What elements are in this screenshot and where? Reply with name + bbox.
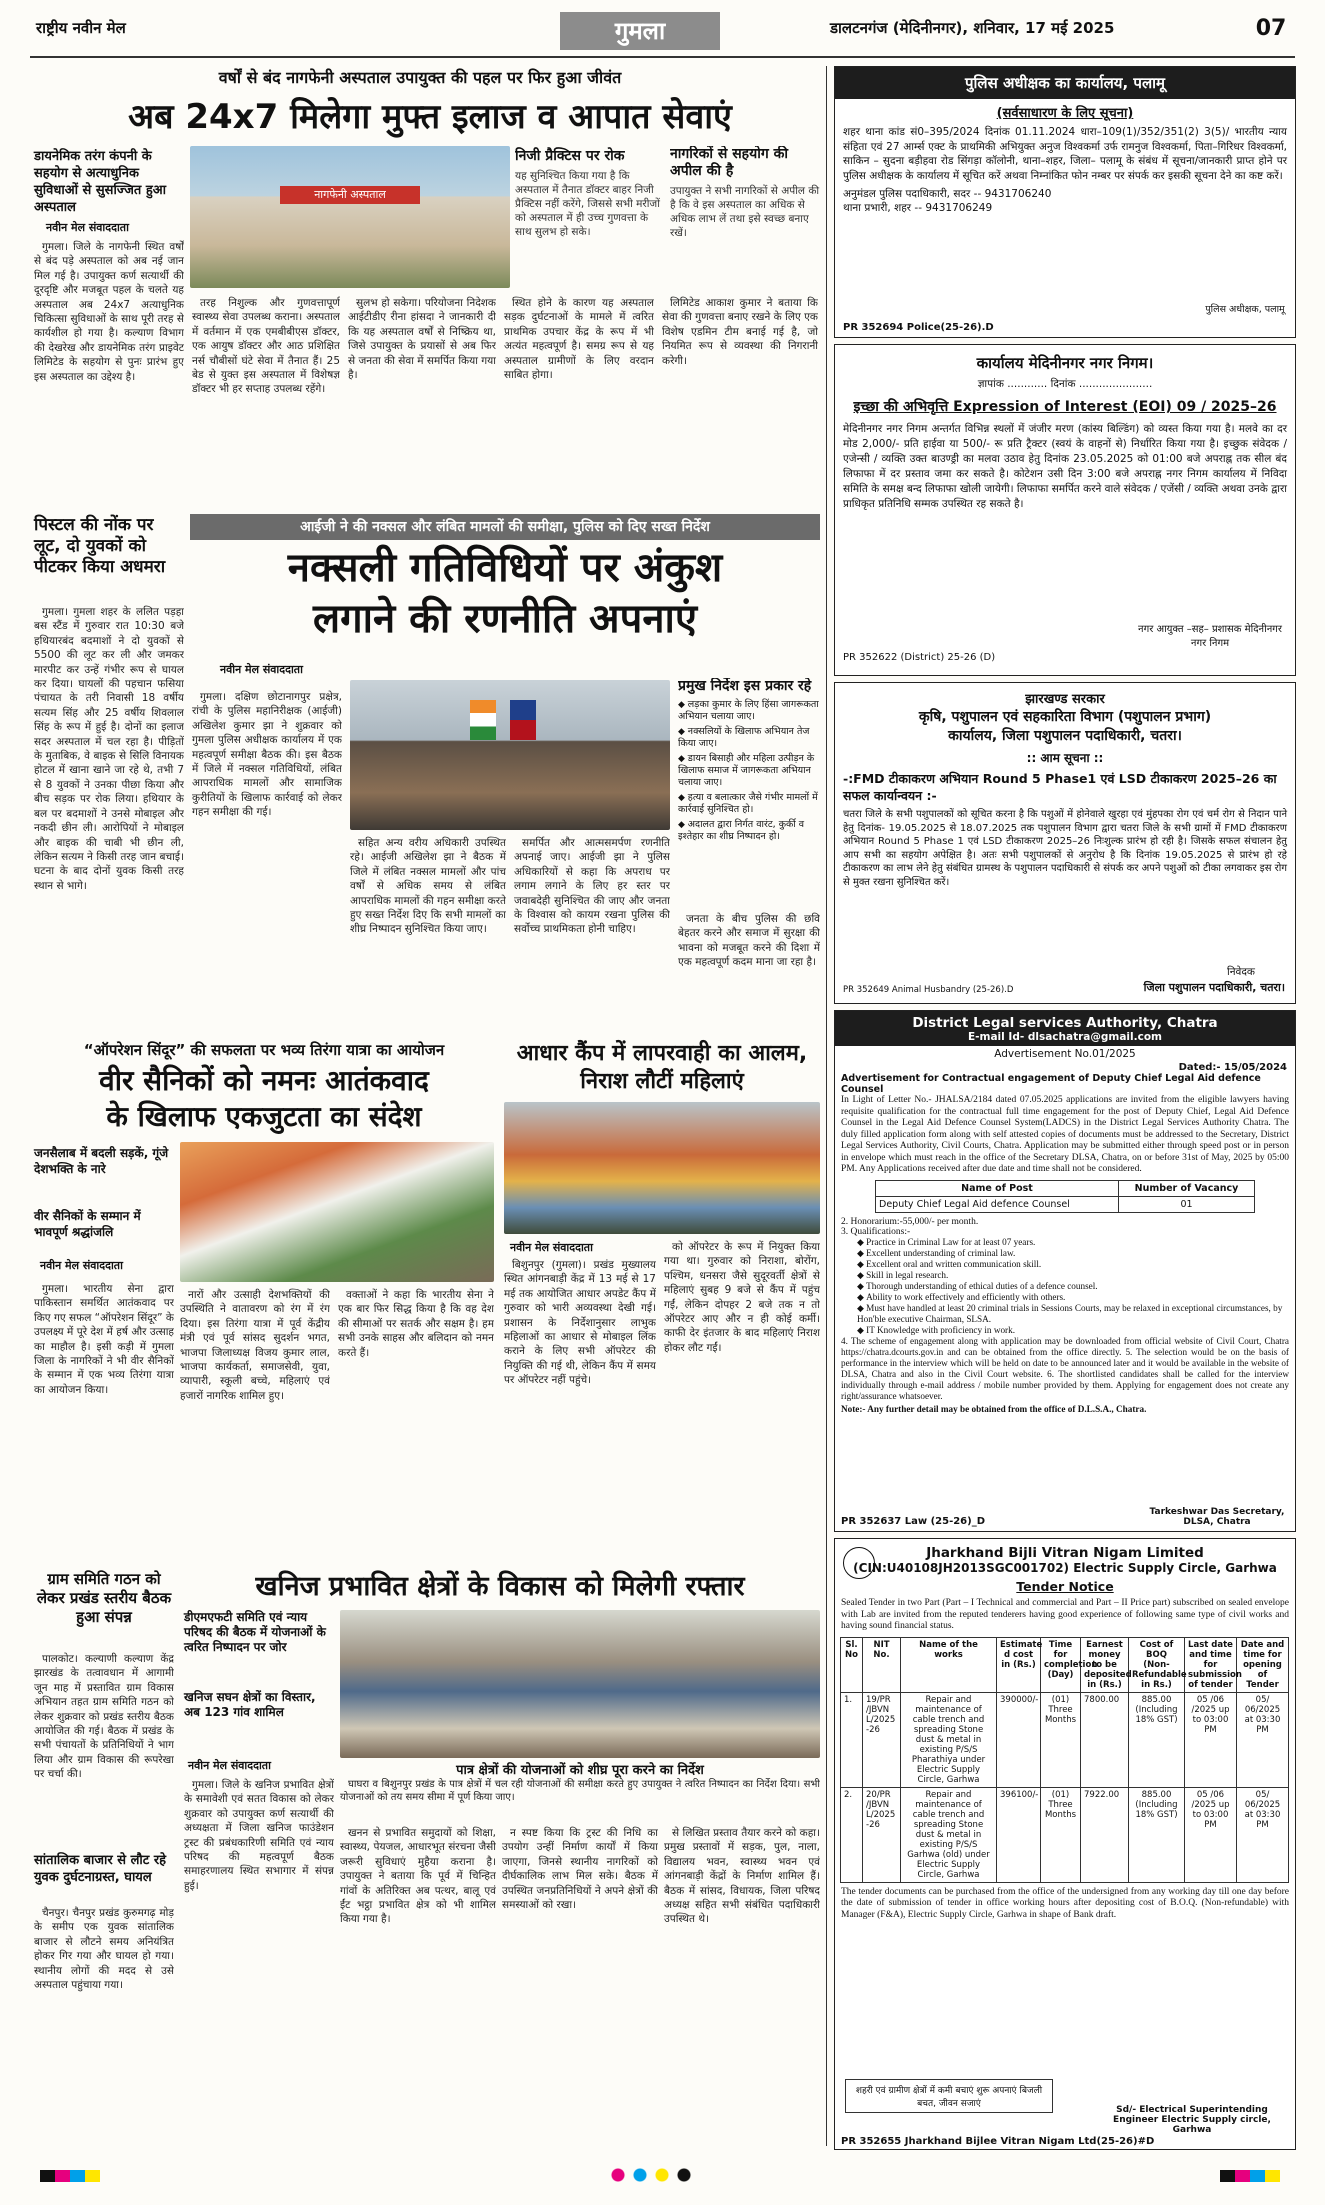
sidebox-appeal-title: नागरिकों से सहयोग की अपील की है xyxy=(670,146,788,179)
masthead xyxy=(0,0,1325,60)
story1-sidebox-appeal xyxy=(670,146,820,288)
sidebox-private-title: निजी प्रैक्टिस पर रोक xyxy=(515,148,625,164)
ad-police-contact2: थाना प्रभारी, शहर -- 9431706249 xyxy=(843,202,993,214)
story4-headline-line1: वीर सैनिकों को नमनः आतंकवाद xyxy=(99,1064,429,1097)
qualification-item: ◆ Skill in legal research. xyxy=(857,1270,1289,1281)
hospital-sign: नागफेनी अस्पताल xyxy=(280,186,420,204)
page-number: 07 xyxy=(1255,16,1287,41)
story2-body: गुमला। गुमला शहर के ललित पड़हा बस स्टैंड में गुरुवार रात 10:30 बजे हथियारबंद बदमाशों ने दो युवकों से 5500 की लूट कर ली और जमकर मारपीट कर उन्हें गंभीर रूप से घायल कर दिया। घायलों की पहचान फसिया पंचायत के तरी निवासी 18 वर्षीय सत्यम सिंह और 25 वर्षीय शिवलाल सिंह के रूप में हुई है। दोनों का इलाज सदर अस्पताल में चल रहा है। पीड़ितों के मुताबिक, वे बाइक से सिलि विनायक होटल में खाना खाने जा रहे थे, तभी 7 से 8 युवकों ने उनका पीछा किया और बीच सड़क पर रोक लिया। हथियार के बल पर बदमाशों ने उनसे मोबाइल और नकदी छीन ली। आरोपियों ने मोबाइल और बाइक की चाबी भी छीन ली, लेकिन सत्यम ने किसी तरह जान बचाई। घटना के बाद दोनों युवक किसी तरह स्थान से भागे। xyxy=(34,606,184,892)
ad-nagar-title: कार्यालय मेदिनीनगर नगर निगम। xyxy=(976,354,1154,372)
ad-bijli-notice: Tender Notice xyxy=(1016,1579,1114,1594)
bijli-cell: 7922.00 xyxy=(1081,1787,1129,1882)
story7-byline: नवीन मेल संवाददाता xyxy=(188,1759,271,1772)
ad-nagar-signature: नगर आयुक्त –सह– प्रशासक मेदिनीनगर नगर निगम xyxy=(1138,624,1282,649)
bijli-cell: 885.00 (Including 18% GST) xyxy=(1129,1692,1185,1787)
bijli-cell: 05/ 06/2025 at 03:30 PM xyxy=(1237,1787,1289,1882)
story1-kicker: वर्षों से बंद नागफेनी अस्पताल उपायुक्त की पहल पर फिर हुआ जीवंत xyxy=(218,68,622,87)
story3-body-col3: समर्पित और आत्मसमर्पण रणनीति अपनाई जाए। आईजी झा ने पुलिस अधिकारियों से कहा कि अपराध पर लगाम लगाने के लिए हर स्तर पर जवाबदेही सुनिश्चित की जाए और जनता के विश्वास को कायम रखना पुलिस की सर्वोच्च प्राथमिकता होनी चाहिए। xyxy=(514,837,670,936)
ad-nagar-heading: इच्छा की अभिवृत्ति Expression of Interest (EOI) 09 / 2025–26 xyxy=(853,399,1277,415)
ad-nagar-pr: PR 352622 (District) 25-26 (D) xyxy=(843,652,996,663)
ad-legal-title: District Legal services Authority, Chatra xyxy=(835,1011,1295,1031)
bijli-cell: 7800.00 xyxy=(1081,1692,1129,1787)
qualification-item: ◆ Thorough understanding of ethical duties of a defence counsel. xyxy=(857,1281,1289,1292)
story4-byline: नवीन मेल संवाददाता xyxy=(40,1259,123,1272)
ad-legal-pr: PR 352637 Law (25-26)_D xyxy=(841,1516,986,1527)
ad-bijli-title: Jharkhand Bijli Vitran Nigam Limited xyxy=(926,1545,1204,1561)
story3-directives-box xyxy=(678,678,820,908)
masthead-section-tab: गुमला xyxy=(560,12,720,50)
ad-pashu-heading: -:FMD टीकाकरण अभियान Round 5 Phase1 एवं LSD टीकाकरण 2025–26 का सफल कार्यान्वयन :- xyxy=(843,771,1277,803)
ad-legal-heading: Advertisement for Contractual engagement of Deputy Chief Legal Aid defence Counsel xyxy=(841,1073,1261,1095)
qualification-item: ◆ Excellent oral and written communication skill. xyxy=(857,1259,1289,1270)
bijli-table-header: Last date and time for submission of tender xyxy=(1185,1637,1237,1692)
ad-pashu-sign1: निवेदक xyxy=(1226,966,1255,978)
story1-headline: अब 24x7 मिलेगा मुफ्त इलाज व आपात सेवाएं xyxy=(128,97,732,137)
bijli-table-header: Estimate d cost in (Rs.) xyxy=(997,1637,1041,1692)
ad-pashu-pr: PR 352649 Animal Husbandry (25-26).D xyxy=(843,985,1014,995)
ad-legal-signature: Tarkeshwar Das Secretary, DLSA, Chatra xyxy=(1149,1507,1285,1527)
qualification-item: ◆ Practice in Criminal Law for at least 07 years. xyxy=(857,1237,1289,1248)
story3-headline-line2: लगाने की रणनीति अपनाएं xyxy=(312,596,698,642)
story4-body-col3: वक्ताओं ने कहा कि भारतीय सेना ने एक बार फिर सिद्ध किया है कि वह देश की सीमाओं पर सतर्क और सक्षम है। हम सभी उनके साहस और बलिदान को नमन करते हैं। xyxy=(338,1289,494,1359)
story3-body-col4: जनता के बीच पुलिस की छवि बेहतर करने और समाज में सुरक्षा की भावना को मजबूत करने की दिशा में एक महत्वपूर्ण कदम माना जा रहा है। xyxy=(678,913,820,969)
story3-kicker: आईजी ने की नक्सल और लंबित मामलों की समीक्षा, पुलिस को दिए सख्त निर्देश xyxy=(190,514,820,540)
ad-legal-qual-title: 3. Qualifications:- xyxy=(841,1226,911,1237)
bijli-table-header: Cost of BOQ (Non-Refundable in Rs.) xyxy=(1129,1637,1185,1692)
flag-decor xyxy=(470,700,496,740)
story5-headline: आधार कैंप में लापरवाही का आलम, निराश लौटीं महिलाएं xyxy=(516,1041,808,1094)
qualification-item: ◆ IT Knowledge with proficiency in work. xyxy=(857,1325,1289,1336)
story4-kicker: “ऑपरेशन सिंदूर” की सफलता पर भव्य तिरंगा यात्रा का आयोजन xyxy=(83,1041,445,1059)
ad-legal-points: 4. The scheme of engagement along with application may be downloaded from official website of Civil Court, Chatra https://chatra.dcourts.gov.in and can be obtained from the office directly. 5. The selection would be on the basis of performance in the interview which will be held on date to be announced later and it would be available in the website of DLSA, Chatra and also in the Civil Court website. 6. The shortlisted candidates shall be called for the interview individually through e-mail address / mobile number provided by them. Applying for engagement does not create any right/assurance whatsoever. xyxy=(841,1335,1289,1401)
bijli-table-header: NIT No. xyxy=(863,1637,901,1692)
ad-police-contact1: अनुमंडल पुलिस पदाधिकारी, सदर -- 9431706240 xyxy=(843,188,1052,200)
story3-body-col2: सहित अन्य वरीय अधिकारी उपस्थित रहे। आईजी अखिलेश झा ने बैठक में जिले में लंबित नक्सल मामलों और पांच वर्षों से अधिक समय से लंबित आपराधिक मामलों की गहन समीक्षा करते हुए सख्त निर्देश दिए कि सभी मामलों का शीघ्र निष्पादन सुनिश्चित किया जाए। xyxy=(350,837,506,936)
legal-table-header: Number of Vacancy xyxy=(1119,1180,1255,1196)
story7-meeting-photo xyxy=(340,1610,820,1758)
story1-body-col2: तरह निशुल्क और गुणवत्तापूर्ण स्वास्थ्य सेवा उपलब्ध कराना। अस्पताल में वर्तमान में एक एमबीबीएस डॉक्टर, एक आयुष डॉक्टर और आठ प्रशिक्षित नर्स चौबीसों घंटे सेवा में तैनात हैं। 25 बेड से युक्त इस अस्पताल में विशेषज्ञ डॉक्टर भी हर सप्ताह उपलब्ध रहेंगे। xyxy=(192,297,340,396)
column-divider xyxy=(826,66,827,2146)
ad-police-body: शहर थाना कांड सं0–395/2024 दिनांक 01.11.2024 धारा–109(1)/352/351(2) 3(5)/ भारतीय न्याय संहिता एवं 27 आर्म्स एक्ट के प्राथमिकी अभियुक्त अनुज विश्वकर्मा उर्फ रामनुज विश्वकर्मा, पिता–गिरिधर विश्वकर्मा, साकिन – सुदना बड़ीहवा रोड सिंगड़ा कॉलोनी, थाना–शहर, जिला– पलामू के संबंध में सूचना/जानकारी प्राप्त होने पर पुलिस अधीक्षक के कार्यालय में सूचित करें अथवा निम्नांकित फोन नम्बर पर संपर्क कर इसकी सूचना देने का कष्ट करें। xyxy=(843,126,1287,182)
ad-bijli-logo xyxy=(843,1547,875,1579)
bijli-table-header: Sl. No xyxy=(841,1637,863,1692)
story1-sidebox-private xyxy=(515,146,665,288)
sidebox-appeal-text: उपायुक्त ने सभी नागरिकों से अपील की है कि वे इस अस्पताल का अधिक से अधिक लाभ लें तथा इसे स्वच्छ बनाए रखें। xyxy=(670,185,820,239)
masthead-dateline: डालटनगंज (मेदिनीनगर), शनिवार, 17 मई 2025 xyxy=(830,19,1115,37)
story6-body: पालकोट। कल्याणी कल्याण केंद्र झारखंड के तत्वावधान में आगामी जून माह में प्रस्तावित ग्राम विकास अभियान तहत ग्राम समिति गठन को लेकर शुक्रवार को प्रखंड स्तरीय बैठक आयोजित की गई। बैठक में प्रखंड के सभी पंचायतों के प्रतिनिधियों ने भाग लिया और ग्राम विकास की रूपरेखा पर चर्चा की। xyxy=(34,1653,174,1781)
qualification-item: ◆ Excellent understanding of criminal law. xyxy=(857,1248,1289,1259)
directive-item: ◆ डायन बिसाही और महिला उत्पीड़न के खिलाफ समाज में जागरूकता अभियान चलाया जाए। xyxy=(678,753,820,789)
story3-headline-line1: नक्सली गतिविधियों पर अंकुश xyxy=(287,545,723,591)
story7-body-col2: खनन से प्रभावित समुदायों को शिक्षा, स्वास्थ्य, पेयजल, आधारभूत संरचना जैसी जरूरी सुविधाएं मुहैया कराना है। उपायुक्त ने बताया कि पूर्व में चिन्हित गांवों के अतिरिक्त अब पत्थर, बालू एवं ईंट भट्ठा प्रभावित क्षेत्र को भी शामिल किया गया है। xyxy=(340,1827,496,1926)
story4-rally-photo xyxy=(180,1142,494,1282)
story4-body-col2: नारों और उत्साही देशभक्तियों की उपस्थिति ने वातावरण को रंग में रंग दिया। इस तिरंगा यात्रा में पूर्व केंद्रीय मंत्री एवं पूर्व सांसद सुदर्शन भगत, भाजपा जिलाध्यक्ष विजय कुमार लाल, भाजपा कार्यकर्ता, समाजसेवी, युवा, व्यापारी, स्कूली बच्चे, महिलाएं एवं हजारों नागरिक शामिल हुए। xyxy=(180,1289,330,1402)
story1-body-col3: सुलभ हो सकेगा। परियोजना निदेशक आईटीडीए रीना हांसदा ने जानकारी दी कि यह अस्पताल वर्षों से निष्क्रिय था, जिसे उपायुक्त के प्रयासों से अब फिर से जनता की सेवा में समर्पित किया गया है। xyxy=(348,297,496,382)
bijli-table-header: Date and time for opening of Tender xyxy=(1237,1637,1289,1692)
bijli-table-header: Earnest money to be deposited in (Rs.) xyxy=(1081,1637,1129,1692)
ad-legal-advno: Advertisement No.01/2025 xyxy=(994,1048,1136,1060)
bijli-cell: (01) Three Months xyxy=(1041,1692,1081,1787)
ad-pashu-dept: कृषि, पशुपालन एवं सहकारिता विभाग (पशुपालन प्रभाग) xyxy=(918,709,1212,725)
masthead-logo: राष्ट्रीय नवीन मेल xyxy=(36,19,126,37)
story7-caption: पात्र क्षेत्रों की योजनाओं को शीघ्र पूरा करने का निर्देश xyxy=(456,1763,704,1778)
bijli-cell: 20/PR /JBVN L/2025 -26 xyxy=(863,1787,901,1882)
directive-item: ◆ अदालत द्वारा निर्गत वारंट, कुर्की व इश्तेहार का शीघ्र निष्पादन हो। xyxy=(678,819,820,843)
directive-item: ◆ हत्या व बलात्कार जैसे गंभीर मामलों में कार्रवाई सुनिश्चित हो। xyxy=(678,792,820,816)
story1-subhead: डायनेमिक तरंग कंपनी के सहयोग से अत्याधुनिक सुविधाओं से सुसज्जित हुआ अस्पताल xyxy=(34,149,167,215)
directives-title: प्रमुख निर्देश इस प्रकार रहे xyxy=(678,678,812,694)
bijli-cell: 1. xyxy=(841,1692,863,1787)
story5-byline: नवीन मेल संवाददाता xyxy=(510,1241,593,1254)
story7-body-col4-text: से लिखित प्रस्ताव तैयार करने को कहा। प्रमुख प्रस्तावों में सड़क, पुल, नाला, विद्यालय भवन, स्वास्थ्य भवन एवं आंगनबाड़ी केंद्रों के निर्माण शामिल हैं। बैठक में सांसद, विधायक, जिला परिषद अध्यक्ष सहित सभी संबंधित पदाधिकारी उपस्थित थे। xyxy=(664,1827,820,1926)
story1-body-col1: गुमला। जिले के नागफेनी स्थित वर्षों से बंद पड़े अस्पताल को अब नई जान मिल गई है। उपायुक्त कर्ण सत्यार्थी की दूरदृष्टि और मजबूत पहल के चलते यह अस्पताल अब 24x7 अत्याधुनिक चिकित्सा सुविधाओं के साथ पूरी तरह से कार्यशील हो गया है। कल्याण विभाग की देखरेख और डायनेमिक तरंग प्राइवेट लिमिटेड के सहयोग से पुनः प्रारंभ हुए इस अस्पताल का उद्देश्य है। xyxy=(34,241,184,383)
story3-byline: नवीन मेल संवाददाता xyxy=(220,663,303,676)
ad-bijli-pr: PR 352655 Jharkhand Bijlee Vitran Nigam Ltd(25-26)#D xyxy=(841,2136,1155,2147)
ad-pashupalan xyxy=(834,682,1296,1004)
qualification-item: ◆ Must have handled at least 20 criminal trials in Sessions Courts, may be relaxed in exceptional circumstances, by Hon'ble executive Chairman, SLSA. xyxy=(857,1303,1289,1325)
table-row xyxy=(841,1787,1289,1882)
qualification-item: ◆ Ability to work effectively and efficiently with others. xyxy=(857,1292,1289,1303)
directive-item: ◆ नक्सलियों के खिलाफ अभियान तेज किया जाए। xyxy=(678,726,820,750)
ad-police-pr: PR 352694 Police(25-26).D xyxy=(843,322,994,333)
story1-byline: नवीन मेल संवाददाता xyxy=(46,221,129,234)
ad-legal-dated: Dated:- 15/05/2024 xyxy=(1178,1062,1287,1073)
bijli-cell: 885.00 (Including 18% GST) xyxy=(1129,1787,1185,1882)
flag-decor xyxy=(510,700,536,740)
ad-bijli-cin: (CIN:U40108JH2013SGC001702) Electric Supply Circle, Garhwa xyxy=(853,1561,1277,1575)
ad-police-title: पुलिस अधीक्षक का कार्यालय, पलामू xyxy=(835,67,1295,99)
bijli-cell: (01) Three Months xyxy=(1041,1787,1081,1882)
masthead-rule xyxy=(30,56,1295,58)
story1-body-col4: स्थित होने के कारण यह अस्पताल सड़क दुर्घटनाओं के मामले में त्वरित प्राथमिक उपचार केंद्र के रूप में भी अत्यंत महत्वपूर्ण है। समग्र रूप से यह अस्पताल ग्रामीणों के लिए वरदान साबित होगा। xyxy=(504,297,654,382)
bijli-cell: 05/ 06/2025 at 03:30 PM xyxy=(1237,1692,1289,1787)
ad-police xyxy=(834,66,1296,338)
story4-bullet1: जनसैलाब में बदली सड़कें, गूंजे देशभक्ति के नारे xyxy=(34,1146,169,1176)
story6-headline: ग्राम समिति गठन को लेकर प्रखंड स्तरीय बैठक हुआ संपन्न xyxy=(36,1570,172,1626)
bijli-table-header: Time for completion (Day) xyxy=(1041,1637,1081,1692)
ad-legal xyxy=(834,1010,1296,1532)
ad-legal-note: Note:- Any further detail may be obtained from the office of D.L.S.A., Chatra. xyxy=(841,1403,1147,1414)
story6-body2: चैनपुर। चैनपुर प्रखंड कुरुमगढ़ मोड़ के समीप एक युवक सांतालिक बाजार से लौटने समय अनियंत्रित होकर गिर गया और घायल हो गया। स्थानीय लोगों की मदद से उसे अस्पताल पहुंचाया गया। xyxy=(34,1907,174,1992)
story7-body-col3: न स्पष्ट किया कि ट्रस्ट की निधि का उपयोग उन्हीं निर्माण कार्यों में किया जाएगा, जिनसे स्थानीय नागरिकों को दीर्घकालिक लाभ मिल सके। बैठक में उपस्थित जनप्रतिनिधियों ने अपने क्षेत्रों की समस्याओं को रखा। xyxy=(502,1827,658,1912)
story4-headline-line2: के खिलाफ एकजुटता का संदेश xyxy=(106,1100,422,1133)
ad-bijli-signature: Sd/- Electrical Superintending Engineer Electric Supply circle, Garhwa xyxy=(1113,2105,1271,2135)
ad-pashu-notice: :: आम सूचना :: xyxy=(1026,751,1104,765)
bijli-cell: 05 /06 /2025 up to 03:00 PM xyxy=(1185,1787,1237,1882)
table-row xyxy=(841,1692,1289,1787)
ad-pashu-govt: झारखण्ड सरकार xyxy=(1025,692,1105,707)
legal-table-cell: 01 xyxy=(1119,1196,1255,1212)
bijli-cell: 19/PR /JBVN L/2025 -26 xyxy=(863,1692,901,1787)
legal-table-cell: Deputy Chief Legal Aid defence Counsel xyxy=(876,1196,1119,1212)
ad-bijli-footer: The tender documents can be purchased from the office of the undersigned from any working day till one day before the date of submission of tender in office working hours after depositing cost of B.O.Q. (Non-refundable) with Manager (F&A), Electric Supply Circle, Garhwa in shape of Bank draft. xyxy=(841,1886,1289,1920)
ad-bijli xyxy=(834,1538,1296,2150)
bijli-cell: Repair and maintenance of cable trench and spreading Stone dust & metal in existing P/S/S Pharathiya under Electric Supply Circle, Garhwa xyxy=(901,1692,997,1787)
ad-legal-qual-list xyxy=(835,1237,1295,1336)
ad-legal-body: In Light of Letter No.- JHALSA/2184 dated 07.05.2025 applications are invited from the eligible lawyers having requisite qualification for the contractual full time engagement for the post of Deputy Chief, Legal Aid Defence Counsel in the Legal Aid Defence Counsel System(LADCS) in the District Legal Services Authority Chatra. The duly filled application form along with self attested copies of documents must be addressed to the Secretary, District Legal Services Authority, Civil Courts, Chatra. Application may be submitted either through speed post or in person in envelope which must reach in the office of the Secretary DLSA, Chatra, on or before 31st of May, 2025 by 05:00 PM. Any Applications received after due date and time shall not be considered. xyxy=(841,1095,1289,1174)
directive-item: ◆ लड़का कुमार के लिए हिंसा जागरूकता अभियान चलाया जाए। xyxy=(678,699,820,723)
story7-bullet1: डीएमएफटी समिति एवं न्याय परिषद की बैठक में योजनाओं के त्वरित निष्पादन पर जोर xyxy=(184,1610,326,1654)
ad-nagar-body: मेदिनीनगर नगर निगम अन्तर्गत विभिन्न स्थलों में जंजीर मरण (कांस्य बिल्डिंग) को व्यस्त किया गया है। मलवे का दर मोड 2,000/- प्रति हाईवा या 500/- रू प्रति ट्रैक्टर (स्वयं के वाहनों से) निर्धारित किया गया है। इच्छुक संवेदक / एजेन्सी / व्यक्ति उक्त बाउण्ड्री का मलवा उठाव हेतु दिनांक 23.05.2025 को 01:00 बजे अपराह्न तक सील बंद लिफाफा में दर प्रस्ताव जमा कर सकते है। कोटेशन उसी दिन 3:00 बजे अपराह्न नगर निगम कार्यालय में निविदा समिति के समक्ष बन्द लिफाफा खोली जायेगी। लिफाफा समर्पित करने वाले संवेदक / एजेंसी / व्यक्ति अथवा उनके द्वारा प्राधिकृत प्रतिनिधि सम्मक उपस्थित रह सकते है। xyxy=(843,423,1287,510)
ad-pashu-sign2: जिला पशुपालन पदाधिकारी, चतरा। xyxy=(1143,981,1285,994)
ad-nagar-ref: ज्ञापांक ............ दिनांक ...................... xyxy=(977,378,1153,390)
registration-marks xyxy=(610,2168,700,2182)
registration-marks xyxy=(1220,2170,1280,2182)
story4-body-col1: गुमला। भारतीय सेना द्वारा पाकिस्तान समर्थित आतंकवाद पर किए गए सफल “ऑपरेशन सिंदूर” के उपलक्ष्य में पूरे देश में हर्ष और उत्साह का माहौल है। इसी कड़ी में गुमला जिला के नागरिकों ने भी वीर सैनिकों के सम्मान में एक भव्य तिरंगा यात्रा का आयोजन किया। xyxy=(34,1283,174,1396)
ad-pashu-office: कार्यालय, जिला पशुपालन पदाधिकारी, चतरा। xyxy=(948,728,1182,744)
story1-body-col5: लिमिटेड आकाश कुमार ने बताया कि सेवा की गुणवत्ता बनाए रखने के लिए एक विशेष एडमिन टीम बनाई गई है, जो नियमित रूप से व्यवस्था की निगरानी करेगी। xyxy=(662,297,818,367)
bijli-cell: 2. xyxy=(841,1787,863,1882)
ad-bijli-intro: Sealed Tender in two Part (Part – I Technical and commercial and Part – II Price part) subscribed on sealed envelope with Lab are invited from the reputed tenderers having good experience of following same type of civil works and having sound financial status. xyxy=(841,1598,1289,1631)
ad-legal-honorarium: 2. Honorarium:-55,000/- per month. xyxy=(841,1216,979,1227)
story5-aadhar-photo xyxy=(504,1102,820,1234)
story1-hospital-photo xyxy=(190,146,510,288)
story6-headline2: सांतालिक बाजार से लौट रहे युवक दुर्घटनाग्रस्त, घायल xyxy=(34,1853,167,1885)
bijli-cell: Repair and maintenance of cable trench and spreading Stone dust & metal in existing P/S/S Garhwa (old) under Electric Supply Circle, Garhwa xyxy=(901,1787,997,1882)
bijli-cell: 05 /06 /2025 up to 03:00 PM xyxy=(1185,1692,1237,1787)
bijli-cell: 390000/- xyxy=(997,1692,1041,1787)
story5-body-col1: बिशुनपुर (गुमला)। प्रखंड मुख्यालय स्थित आंगनबाड़ी केंद्र में 13 मई से 17 मई तक आयोजित आधार अपडेट कैंप में गुरुवार को भारी अव्यवस्था देखी गई। प्रशासन के निर्देशानुसार लाभुक महिलाओं का आधार से मोबाइल लिंक कराने के लिए सभी ऑपरेटर की नियुक्ति की गई थी, लेकिन कैंप में समय पर ऑपरेटर नहीं पहुंचे। xyxy=(504,1259,656,1387)
ad-legal-email: E-mail Id- dlsachatra@gmail.com xyxy=(835,1031,1295,1046)
story5-body-col2: को ऑपरेटर के रूप में नियुक्त किया गया था। गुरुवार को निराशा, बोरोंग, पश्चिम, धनसरा जैसे सुदूरवर्ती क्षेत्रों से महिलाएं सुबह 9 बजे से कैंप में पहुंच गईं, लेकिन दोपहर 2 बजे तक न तो ऑपरेटर आए और न ही कोई कर्मी। काफी देर इंतजार के बाद महिलाएं निराश होकर लौट गईं। xyxy=(664,1241,820,1354)
story7-body-col1: गुमला। जिले के खनिज प्रभावित क्षेत्रों के समावेशी एवं सतत विकास को लेकर शुक्रवार को उपायुक्त कर्ण सत्यार्थी की अध्यक्षता में जिला खनिज फाउंडेशन ट्रस्ट की प्रबंधकारिणी समिति एवं न्याय परिषद की महत्वपूर्ण बैठक समाहरणालय स्थित सभागार में संपन्न हुई। xyxy=(184,1779,334,1892)
story7-caption-text: घाघरा व बिशुनपुर प्रखंड के पात्र क्षेत्रों में चल रही योजनाओं की समीक्षा करते हुए उपायुक्त ने त्वरित निष्पादन का निर्देश दिया। सभी योजनाओं को तय समय सीमा में पूर्ण किया जाए। xyxy=(340,1779,820,1803)
sidebox-private-text: यह सुनिश्चित किया गया है कि अस्पताल में तैनात डॉक्टर बाहर निजी प्रैक्टिस नहीं करेंगे, जिससे सभी मरीजों को अस्पताल में ही उच्च गुणवत्ता के साथ सुलभ हो सके। xyxy=(515,170,660,238)
ad-police-subtitle: (सर्वसाधारण के लिए सूचना) xyxy=(996,106,1134,121)
story7-bullet2: खनिज सघन क्षेत्रों का विस्तार, अब 123 गांव शामिल xyxy=(184,1690,316,1719)
bijli-table-header: Name of the works xyxy=(901,1637,997,1692)
legal-table-header: Name of Post xyxy=(876,1180,1119,1196)
ad-pashu-body: चतरा जिले के सभी पशुपालकों को सूचित करना है कि पशुओं में होनेवाले खुरहा एवं मुंहपका रोग एवं चर्म रोग से निदान पाने हेतु दिनांक- 19.05.2025 से 18.07.2025 तक पशुपालन विभाग द्वारा चतरा जिले के सभी ग्रामों में FMD टीकाकरण अभियान Round 5 Phase 1 एवं LSD टीकाकरण 2025–26 निःशुल्क प्रारंभ हो रही है। जिसके सफल संचालन हेतु आप सभी का सहयोग अपेक्षित है। अतः सभी पशुपालकों से अनुरोध है कि दिनांक 19.05.2025 से प्रारंभ हो रहे टीकाकरण का लाभ लेने हेतु संबंधित ग्रामस्थ के पशुपालन पदाधिकारी से संपर्क कर अपने पशुओं को टीका लगवाकर इस रोग से मुक्त रखना सुनिश्चित करें। xyxy=(843,809,1287,888)
ad-police-signature: पुलिस अधीक्षक, पलामू xyxy=(1205,304,1285,315)
ad-bijli-table xyxy=(840,1637,1289,1883)
bijli-cell: 396100/- xyxy=(997,1787,1041,1882)
ad-nagar-nigam xyxy=(834,344,1296,676)
ad-bijli-slogan: शहरी एवं ग्रामीण क्षेत्रों में कमी बचाएं शुरू अपनाएं बिजली बचत, जीवन सजाएं xyxy=(845,2079,1053,2113)
ad-legal-table xyxy=(875,1180,1255,1213)
story3-body-col1: गुमला। दक्षिण छोटानागपुर प्रक्षेत्र, रांची के पुलिस महानिरीक्षक (आईजी) अखिलेश कुमार झा ने शुक्रवार को गुमला पुलिस अधीक्षक कार्यालय में एक महत्वपूर्ण समीक्षा बैठक की। इस बैठक में जिले में नक्सल गतिविधियों, लंबित आपराधिक मामलों और सामाजिक कुरीतियों के खिलाफ कार्रवाई को लेकर गहन समीक्षा की गई। xyxy=(192,691,342,819)
story2-headline: पिस्टल की नोंक पर लूट, दो युवकों को पीटकर किया अधमरा xyxy=(34,515,166,577)
story4-bullet2: वीर सैनिकों के सम्मान में भावपूर्ण श्रद्धांजलि xyxy=(34,1209,141,1239)
story7-headline: खनिज प्रभावित क्षेत्रों के विकास को मिलेगी रफ्तार xyxy=(255,1571,745,1602)
story3-meeting-photo xyxy=(350,680,670,830)
registration-marks xyxy=(40,2170,100,2182)
